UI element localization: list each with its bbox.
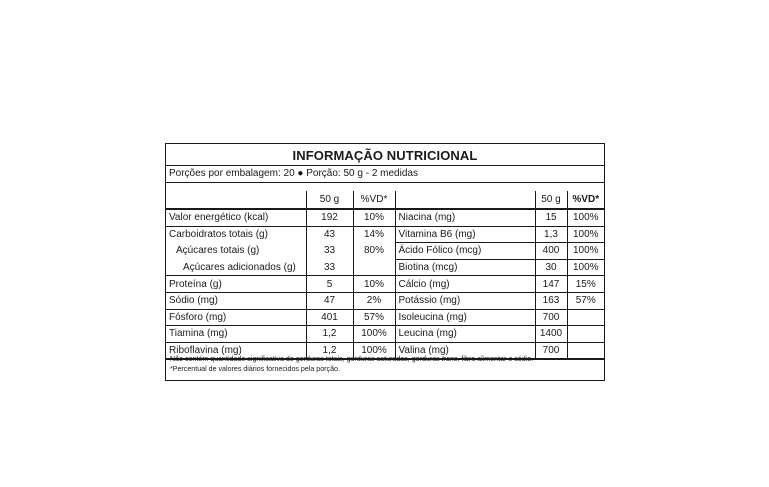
- nutrient-amount: 5: [306, 276, 353, 293]
- table-header-row: [166, 191, 604, 209]
- nutrient-dv: 100%: [567, 243, 604, 260]
- nutrient-name: Isoleucina (mg): [395, 309, 535, 326]
- footnote-text: Não contém quantidade significativa de gorduras totais, gorduras saturadas, gorduras: [170, 355, 442, 363]
- nutrient-dv: 10%: [353, 209, 395, 226]
- nutrient-amount: 700: [535, 309, 567, 326]
- nutrient-amount: 43: [306, 226, 353, 243]
- nutrient-name: Valor energético (kcal): [166, 209, 306, 226]
- nutrient-amount: 33: [306, 259, 353, 276]
- header-blank-right: [395, 191, 535, 209]
- nutrient-amount: 163: [535, 292, 567, 309]
- footnote-trans: trans: [441, 355, 458, 363]
- nutrient-amount: 33: [306, 243, 353, 260]
- nutrient-amount: 30: [535, 259, 567, 276]
- nutrient-name: Biotina (mcg): [395, 259, 535, 276]
- header-blank-left: [166, 191, 306, 209]
- nutrient-name: Sódio (mg): [166, 292, 306, 309]
- nutrient-amount: 1,3: [535, 226, 567, 243]
- table-row: [166, 309, 604, 326]
- header-dv-right: %VD*: [567, 191, 604, 209]
- nutrient-dv: 2%: [353, 292, 395, 309]
- nutrient-name: Potássio (mg): [395, 292, 535, 309]
- nutrient-amount: 1400: [535, 326, 567, 343]
- nutrient-name: Valina (mg): [395, 342, 535, 359]
- nutrient-amount: 15: [535, 209, 567, 226]
- nutrient-name: Cálcio (mg): [395, 276, 535, 293]
- header-amount-right: 50 g: [535, 191, 567, 209]
- table-row: [166, 292, 604, 309]
- nutrient-name: Açúcares adicionados (g): [166, 259, 306, 276]
- nutrient-dv: [567, 342, 604, 359]
- nutrient-dv: 14%: [353, 226, 395, 243]
- footnotes: [170, 354, 533, 374]
- table-row: [166, 276, 604, 293]
- header-amount-left: 50 g: [306, 191, 353, 209]
- portion-info: Porções por embalagem: 20 ● Porção: 50 g - 2 medidas: [166, 165, 604, 183]
- nutrient-amount: 1,2: [306, 326, 353, 343]
- table-row: [166, 226, 604, 243]
- footnote-dv: *Percentual de valores diários fornecidos pela porção.: [170, 365, 340, 373]
- footnote-text-end: , fibra alimentar e sódio.: [457, 355, 534, 363]
- nutrient-amount: 192: [306, 209, 353, 226]
- nutrient-dv: 100%: [353, 342, 395, 359]
- nutrient-amount: 700: [535, 342, 567, 359]
- nutrition-facts-panel: [165, 143, 605, 381]
- nutrient-dv: 80%: [353, 243, 395, 260]
- nutrient-dv: 100%: [567, 209, 604, 226]
- nutrient-dv: 100%: [567, 226, 604, 243]
- nutrient-dv: [567, 326, 604, 343]
- nutrient-amount: 1,2: [306, 342, 353, 359]
- nutrient-name: Carboidratos totais (g): [166, 226, 306, 243]
- table-row: [166, 243, 604, 260]
- nutrient-dv: 57%: [353, 309, 395, 326]
- nutrient-dv: [567, 309, 604, 326]
- footnote-not-significant: [170, 354, 533, 364]
- nutrient-dv: 100%: [353, 326, 395, 343]
- nutrient-name: Leucina (mg): [395, 326, 535, 343]
- nutrient-amount: 147: [535, 276, 567, 293]
- table-row: [166, 326, 604, 343]
- nutrient-dv: 15%: [567, 276, 604, 293]
- nutrition-table: [166, 191, 604, 360]
- nutrient-dv: 10%: [353, 276, 395, 293]
- table-row: [166, 209, 604, 226]
- nutrient-name: Tiamina (mg): [166, 326, 306, 343]
- panel-title: INFORMAÇÃO NUTRICIONAL: [292, 148, 478, 163]
- table-row: [166, 259, 604, 276]
- nutrient-amount: 400: [535, 243, 567, 260]
- nutrient-dv: [353, 259, 395, 276]
- header-dv-left: %VD*: [353, 191, 395, 209]
- nutrient-amount: 401: [306, 309, 353, 326]
- nutrient-name: Proteína (g): [166, 276, 306, 293]
- nutrient-name: Niacina (mg): [395, 209, 535, 226]
- nutrient-name: Ácido Fólico (mcg): [395, 243, 535, 260]
- nutrient-name: Vitamina B6 (mg): [395, 226, 535, 243]
- nutrient-amount: 47: [306, 292, 353, 309]
- nutrient-name: Riboflavina (mg): [166, 342, 306, 359]
- nutrient-name: Fósforo (mg): [166, 309, 306, 326]
- nutrient-name: Açúcares totais (g): [166, 243, 306, 260]
- nutrient-dv: 100%: [567, 259, 604, 276]
- nutrient-dv: 57%: [567, 292, 604, 309]
